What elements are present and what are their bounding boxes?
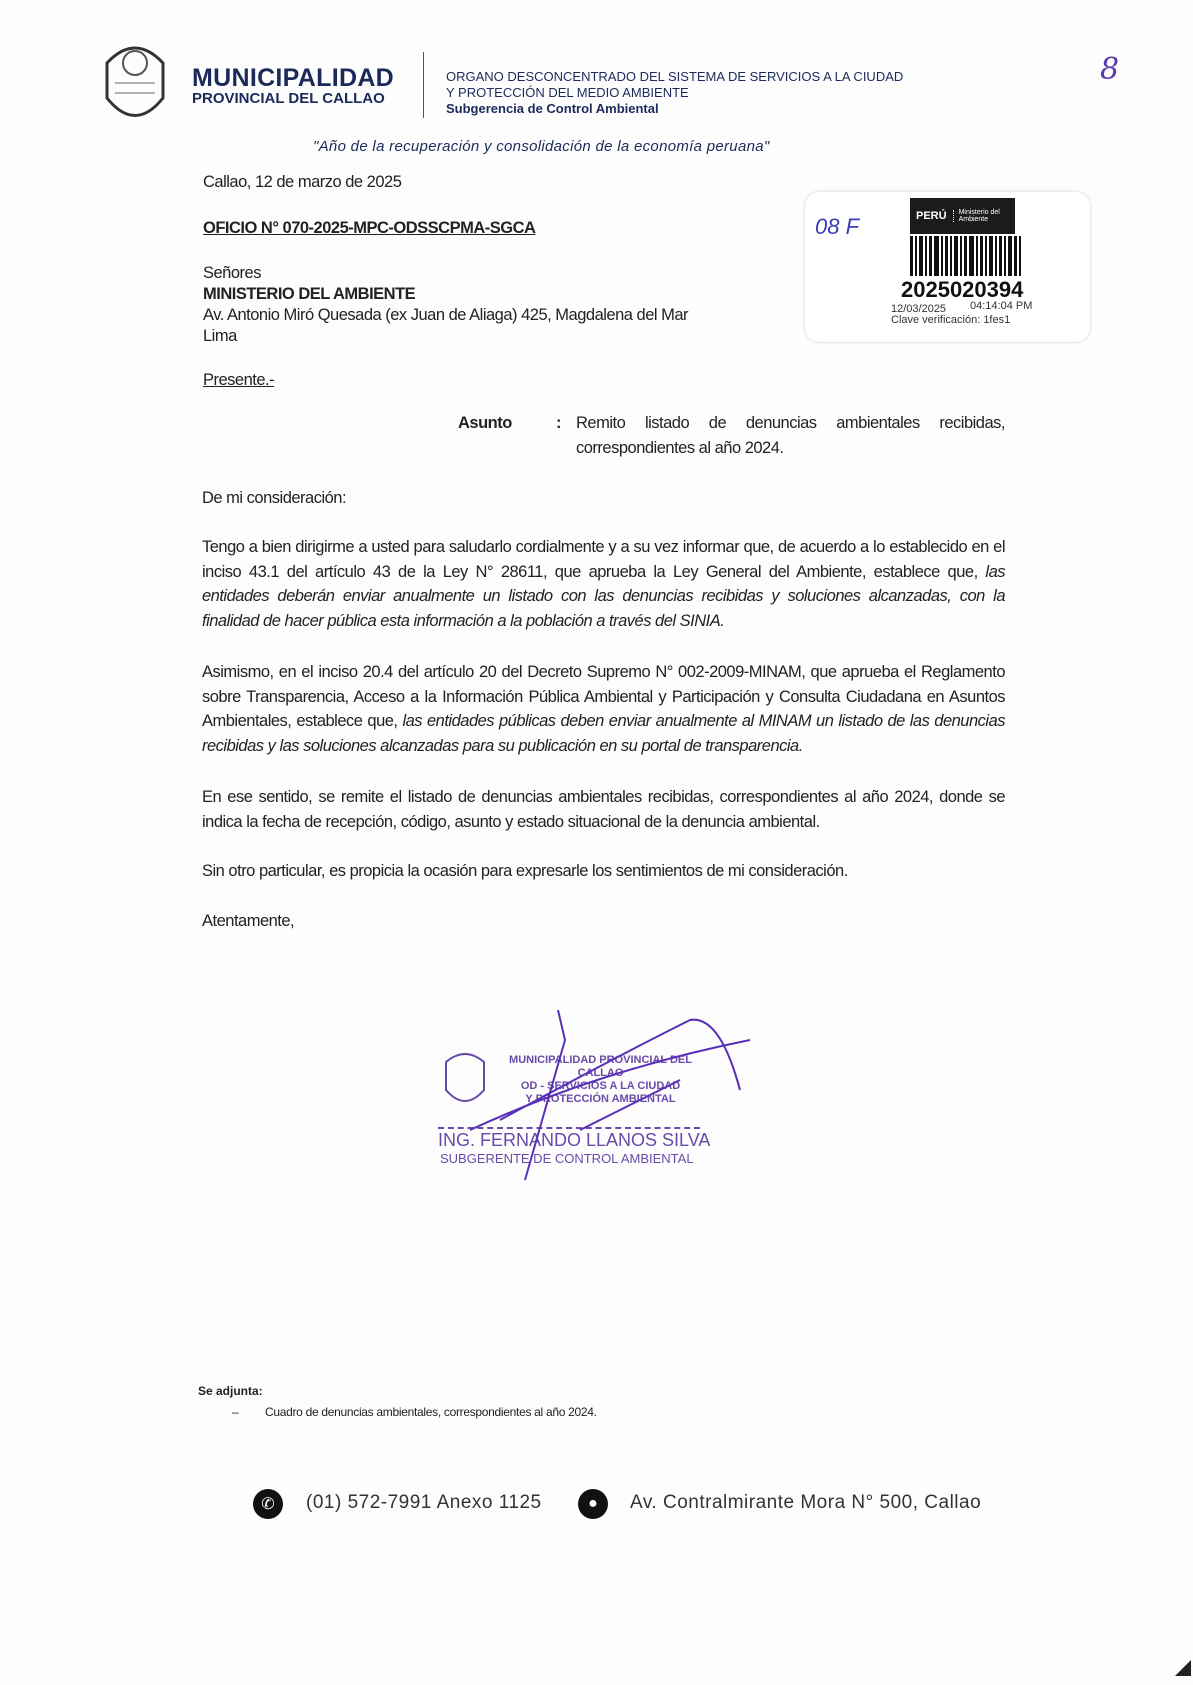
signer-name: ING. FERNANDO LLANOS SILVA (438, 1130, 711, 1150)
salutation: Señores (203, 264, 261, 282)
seal-line-2: OD - SERVICIOS A LA CIUDAD (520, 1080, 681, 1092)
stamp-handwritten-note: 08 F (815, 214, 860, 239)
p2-quote: las entidades públicas deben enviar anualmente al MINAM un listado de las denuncias recibidas y las soluciones alcanzadas para su publicación en su portal de transparencia. (202, 712, 1005, 755)
subject-colon: : (556, 414, 561, 432)
callao-coat-of-arms-logo (95, 38, 175, 133)
seal-line-3: Y PROTECCIÓN AMBIENTAL (525, 1093, 676, 1105)
stamp-verification-key: Clave verificación: 1fes1 (891, 314, 1011, 326)
recipient: MINISTERIO DEL AMBIENTE (203, 285, 416, 303)
attachment-item: Cuadro de denuncias ambientales, correspondientes al año 2024. (265, 1405, 597, 1419)
paragraph-3: En ese sentido, se remite el listado de denuncias ambientales recibidas, correspondientes al año 2024, donde se indica la fecha de recepción, código, asunto y estado situacional de la denuncia ambiental. (202, 788, 1005, 831)
phone-icon: ✆ (253, 1489, 283, 1519)
closing: Atentamente, (202, 912, 295, 930)
signer-role: SUBGERENTE DE CONTROL AMBIENTAL (440, 1151, 694, 1166)
p1-text: Tengo a bien dirigirme a usted para saludarlo cordialmente y a su vez informar que, de acuerdo a lo establecido en el inciso 43.1 del artículo 43 de la Ley N° 28611, que aprueba la Ley General del Ambiente, establece que, (202, 538, 1005, 581)
recipient-address: Av. Antonio Miró Quesada (ex Juan de Aliaga) 425, Magdalena del Mar (203, 306, 689, 324)
stamp-number: 2025020394 (901, 277, 1024, 302)
header-org (446, 69, 903, 117)
org-line-3: Subgerencia de Control Ambiental (446, 101, 659, 116)
seal-line-1: MUNICIPALIDAD PROVINCIAL DEL CALLAO (509, 1054, 692, 1079)
handwritten-page-number: 8 (1100, 52, 1120, 87)
place-date: Callao, 12 de marzo de 2025 (203, 173, 402, 191)
peru-brand: PERÚ (910, 210, 954, 222)
recipient-city: Lima (203, 327, 237, 345)
location-pin-icon: ● (578, 1489, 608, 1519)
paragraph-2 (202, 660, 1005, 758)
greeting: De mi consideración: (202, 489, 347, 507)
subject-label: Asunto (458, 414, 512, 432)
handwritten-signature (440, 1010, 760, 1190)
header-title: MUNICIPALIDAD (192, 64, 395, 92)
subject-text: Remito listado de denuncias ambientales recibidas, correspondientes al año 2024. (576, 414, 1005, 457)
paragraph-4: Sin otro particular, es propicia la ocasión para expresarle los sentimientos de mi consideración. (202, 862, 848, 880)
footer-phone: (01) 572-7991 Anexo 1125 (306, 1492, 542, 1513)
peru-ministry-logo (910, 198, 1015, 234)
footer-address: Av. Contralmirante Mora N° 500, Callao (630, 1492, 982, 1513)
reference-number: OFICIO N° 070-2025-MPC-ODSSCPMA-SGCA (203, 219, 536, 237)
stamp-time: 04:14:04 PM (970, 300, 1033, 312)
barcode (910, 236, 1021, 276)
org-line-1: ORGANO DESCONCENTRADO DEL SISTEMA DE SERVICIOS A LA CIUDAD (446, 69, 904, 84)
presente: Presente.- (203, 371, 275, 389)
attachment-bullet: – (232, 1405, 239, 1419)
page-corner-fold-icon (1175, 1660, 1191, 1676)
year-motto: "Año de la recuperación y consolidación de la economía peruana" (313, 138, 770, 155)
attachments-label: Se adjunta: (198, 1384, 263, 1398)
p1-quote: las entidades deberán enviar anualmente un listado con las denuncias recibidas y soluciones alcanzadas, con la finalidad de hacer pública esta información a la población a través del SINIA. (202, 562, 1005, 630)
header-subtitle: PROVINCIAL DEL CALLAO (192, 90, 385, 107)
reception-stamp (805, 192, 1090, 342)
p2-text: Asimismo, en el inciso 20.4 del artículo 20 del Decreto Supremo N° 002-2009-MINAM, que aprueba el Reglamento sobre Transparencia, Acceso a la Información Pública Ambiental y Participación y Consulta Ciudadana en Asuntos Ambientales, establece que, (202, 663, 1005, 730)
ministry-name: Ministerio del Ambiente (958, 209, 1000, 223)
header-divider (423, 52, 424, 118)
paragraph-1 (202, 535, 1005, 633)
stamp-date: 12/03/2025 (891, 303, 947, 315)
org-line-2: Y PROTECCIÓN DEL MEDIO AMBIENTE (446, 85, 689, 100)
